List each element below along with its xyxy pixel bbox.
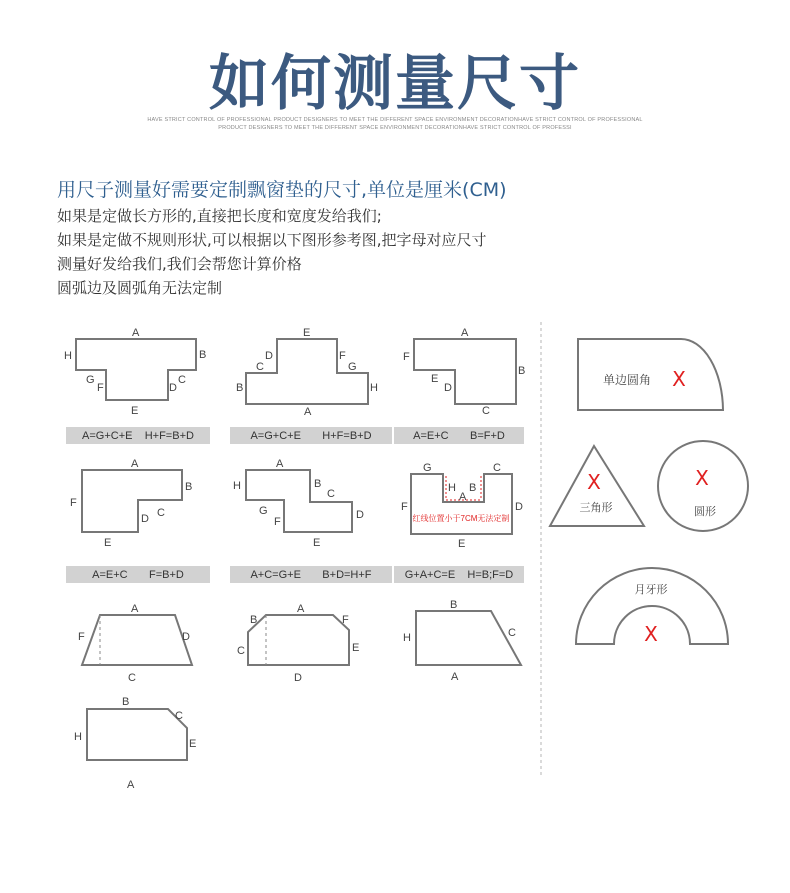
shape-label-G: G: [86, 374, 95, 386]
shape-label-F: F: [70, 497, 77, 509]
unsupported-rounded-edge: [578, 339, 723, 410]
page-title: 如何测量尺寸: [209, 49, 581, 119]
shape-label-D: D: [141, 513, 149, 525]
formula-2: A=G+C+E H+F=B+D: [250, 430, 372, 442]
shape-label-B: B: [250, 614, 258, 626]
intro-heading: 用尺子测量好需要定制飘窗垫的尺寸,单位是厘米(CM): [57, 179, 507, 201]
shape-label-B: B: [314, 478, 322, 490]
shape-label-A: A: [276, 458, 284, 470]
shape-label-H: H: [370, 382, 378, 394]
shape-l: [403, 327, 525, 417]
shape-label-A: A: [459, 491, 467, 503]
shape-label-B: B: [469, 482, 477, 494]
shape-label-D: D: [356, 509, 364, 521]
shape-label-G: G: [259, 505, 268, 517]
shape-label-C: C: [256, 361, 264, 373]
formula-1: A=G+C+E H+F=B+D: [82, 430, 194, 442]
shape-label-H: H: [74, 731, 82, 743]
shape-right-trapezoid: [403, 599, 521, 683]
subtitle-line-2: PRODUCT DESIGNERS TO MEET THE DIFFERENT SPACE ENVIRONMENT DECORATIONHAVE STRICT CONTROL OF PROFESSI: [218, 125, 572, 131]
shape-label-B: B: [185, 481, 193, 493]
shape-label-D: D: [294, 672, 302, 684]
unsupported-crescent: [576, 568, 728, 646]
shape-label-E: E: [189, 738, 197, 750]
label-crescent: 月牙形: [634, 583, 668, 596]
shape-label-B: B: [450, 599, 458, 611]
shape-label-D: D: [515, 501, 523, 513]
intro-line-3: 测量好发给我们,我们会帮您计算价格: [57, 255, 302, 273]
shape-label-D: D: [169, 382, 177, 394]
shape-label-H: H: [233, 480, 241, 492]
unsupported-circle: [658, 441, 748, 531]
shape-label-C: C: [493, 462, 501, 474]
x-mark-crescent: X: [644, 622, 658, 646]
red-line-note: 红线位置小于7CM无法定制: [412, 514, 510, 523]
shape-trapezoid: [78, 603, 192, 684]
shape-label-H: H: [448, 482, 456, 494]
shape-label-E: E: [131, 405, 139, 417]
shape-label-F: F: [97, 382, 104, 394]
shape-label-F: F: [342, 614, 349, 626]
formula-bar-row-2: [66, 566, 524, 583]
shape-label-F: F: [339, 350, 346, 362]
shape-label-A: A: [304, 406, 312, 418]
shape-label-A: A: [127, 779, 135, 791]
label-triangle: 三角形: [579, 501, 613, 514]
shape-single-chamfer: [74, 696, 196, 791]
shape-label-C: C: [237, 645, 245, 657]
shape-label-C: C: [128, 672, 136, 684]
subtitle-line-1: HAVE STRICT CONTROL OF PROFESSIONAL PRODUCT DESIGNERS TO MEET THE DIFFERENT SPACE ENVIRONMENT DECORATIONHAVE STRICT CONTROL OF PROFESSIONAL: [147, 117, 643, 123]
formula-3: A=E+C B=F+D: [413, 430, 505, 442]
shape-label-D: D: [444, 382, 452, 394]
shape-label-B: B: [236, 382, 244, 394]
shape-label-A: A: [132, 327, 140, 339]
intro-line-4: 圆弧边及圆弧角无法定制: [57, 279, 223, 297]
shape-double-chamfer: [237, 603, 359, 684]
shape-label-C: C: [508, 627, 516, 639]
shape-label-A: A: [461, 327, 469, 339]
shape-label-E: E: [352, 642, 360, 654]
label-circle: 圆形: [694, 505, 716, 518]
formula-4: A=E+C F=B+D: [92, 569, 184, 581]
shape-inverted-t: [236, 327, 378, 418]
shape-label-C: C: [482, 405, 490, 417]
shape-label-B: B: [518, 365, 526, 377]
shape-label-H: H: [64, 350, 72, 362]
shape-z: [233, 458, 364, 549]
shape-label-A: A: [451, 671, 459, 683]
shape-t: [64, 327, 206, 417]
formula-bar-row-1: [66, 427, 524, 444]
x-mark-circle: X: [695, 466, 709, 490]
shape-label-D: D: [182, 631, 190, 643]
shape-label-F: F: [78, 631, 85, 643]
shape-label-C: C: [327, 488, 335, 500]
shape-label-C: C: [157, 507, 165, 519]
shape-label-C: C: [178, 374, 186, 386]
shape-label-E: E: [431, 373, 439, 385]
shape-label-A: A: [297, 603, 305, 615]
x-mark-triangle: X: [587, 470, 601, 494]
shape-label-D: D: [265, 350, 273, 362]
shape-label-F: F: [403, 351, 410, 363]
shape-label-E: E: [303, 327, 311, 339]
shape-label-G: G: [348, 361, 357, 373]
shape-l-notch: [70, 458, 192, 549]
intro-line-1: 如果是定做长方形的,直接把长度和宽度发给我们;: [57, 207, 382, 225]
intro-line-2: 如果是定做不规则形状,可以根据以下图形参考图,把字母对应尺寸: [57, 231, 487, 249]
shape-label-C: C: [175, 710, 183, 722]
shape-label-F: F: [401, 501, 408, 513]
shape-label-E: E: [313, 537, 321, 549]
label-rounded-edge: 单边圆角: [602, 373, 652, 387]
x-mark-rounded-edge: X: [672, 367, 686, 391]
shape-label-A: A: [131, 603, 139, 615]
shape-label-E: E: [104, 537, 112, 549]
shape-label-H: H: [403, 632, 411, 644]
unsupported-triangle: [550, 446, 644, 526]
shape-label-A: A: [131, 458, 139, 470]
shape-label-B: B: [199, 349, 207, 361]
shape-label-G: G: [423, 462, 432, 474]
formula-6: G+A+C=E H=B;F=D: [404, 569, 514, 581]
shape-label-B: B: [122, 696, 130, 708]
shape-u: [401, 462, 523, 550]
formula-5: A+C=G+E B+D=H+F: [250, 569, 372, 581]
shape-label-E: E: [458, 538, 466, 550]
shape-label-F: F: [274, 516, 281, 528]
